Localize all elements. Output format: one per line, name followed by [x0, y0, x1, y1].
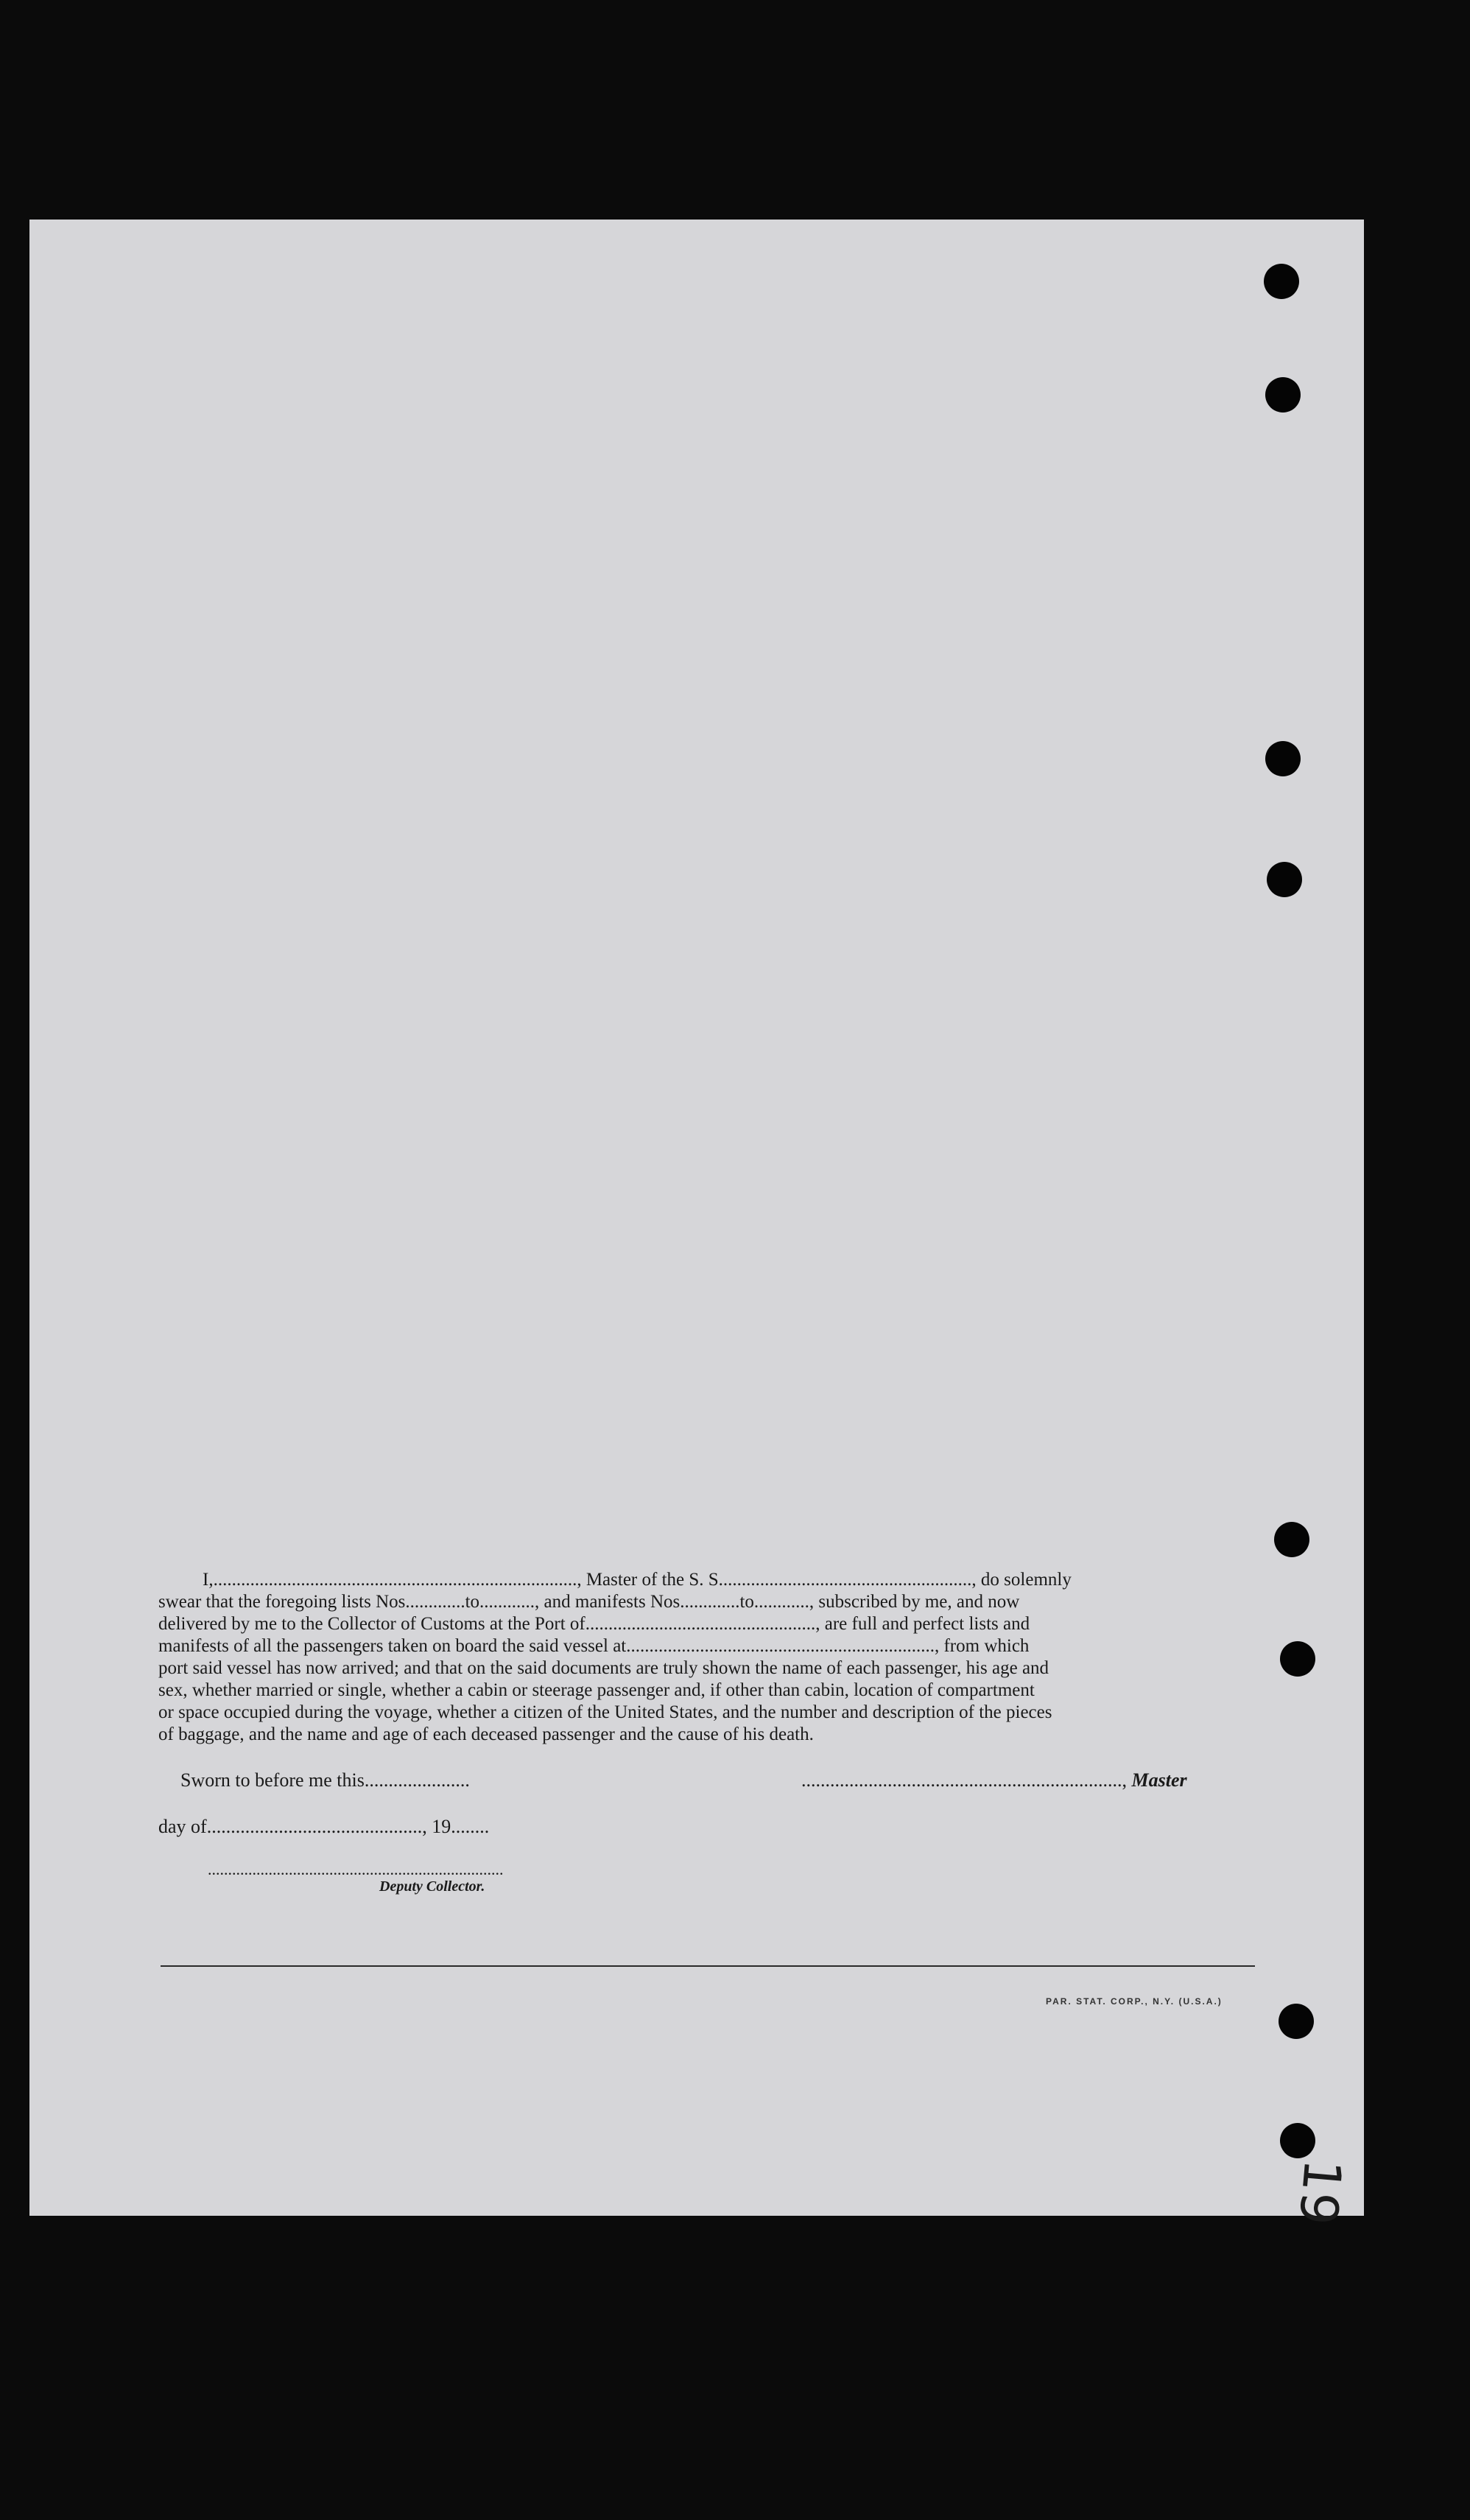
oath-line: I,..............................................................................., Master of the S. S......................................................., do solemnly: [203, 1570, 1072, 1590]
horizontal-rule: [161, 1965, 1255, 1967]
master-signature-line: [801, 1769, 1187, 1791]
oath-line: of baggage, and the name and age of each deceased passenger and the cause of his death.: [158, 1724, 814, 1744]
punch-hole: [1265, 741, 1301, 776]
oath-line: swear that the foregoing lists Nos.............to............, and manifests Nos.............to............, subscribed by me, and now: [158, 1592, 1020, 1612]
oath-line: or space occupied during the voyage, whether a citizen of the United States, and the number and description of the pieces: [158, 1702, 1052, 1722]
oath-paragraph: [158, 1569, 1256, 1746]
master-signature-dots: ...................................................................,: [801, 1769, 1132, 1791]
oath-line: delivered by me to the Collector of Customs at the Port of.................................................., are full and perfect lists and: [158, 1614, 1030, 1634]
punch-hole: [1280, 2123, 1315, 2158]
sworn-before-line: Sworn to before me this......................: [180, 1769, 470, 1791]
deputy-signature-dots: .........................................................................: [208, 1860, 504, 1878]
handwritten-page-number: 19: [1287, 2157, 1354, 2228]
document-sheet: [29, 220, 1364, 2216]
oath-line: port said vessel has now arrived; and that on the said documents are truly shown the name of each passenger, his age and: [158, 1658, 1049, 1678]
oath-line: sex, whether married or single, whether a cabin or steerage passenger and, if other than cabin, location of compartment: [158, 1680, 1035, 1700]
master-label: Master: [1131, 1769, 1187, 1791]
punch-hole: [1267, 862, 1302, 897]
oath-line: manifests of all the passengers taken on board the said vessel at..................................................................., from which: [158, 1636, 1030, 1656]
deputy-collector-label: Deputy Collector.: [379, 1878, 485, 1895]
punch-hole: [1274, 1522, 1309, 1557]
day-of-line: day of............................................., 19........: [158, 1816, 490, 1837]
punch-hole: [1279, 2004, 1314, 2039]
printer-mark: PAR. STAT. CORP., N.Y. (U.S.A.): [1046, 1996, 1223, 2007]
punch-hole: [1280, 1641, 1315, 1677]
punch-hole: [1264, 264, 1299, 299]
punch-hole: [1265, 377, 1301, 413]
